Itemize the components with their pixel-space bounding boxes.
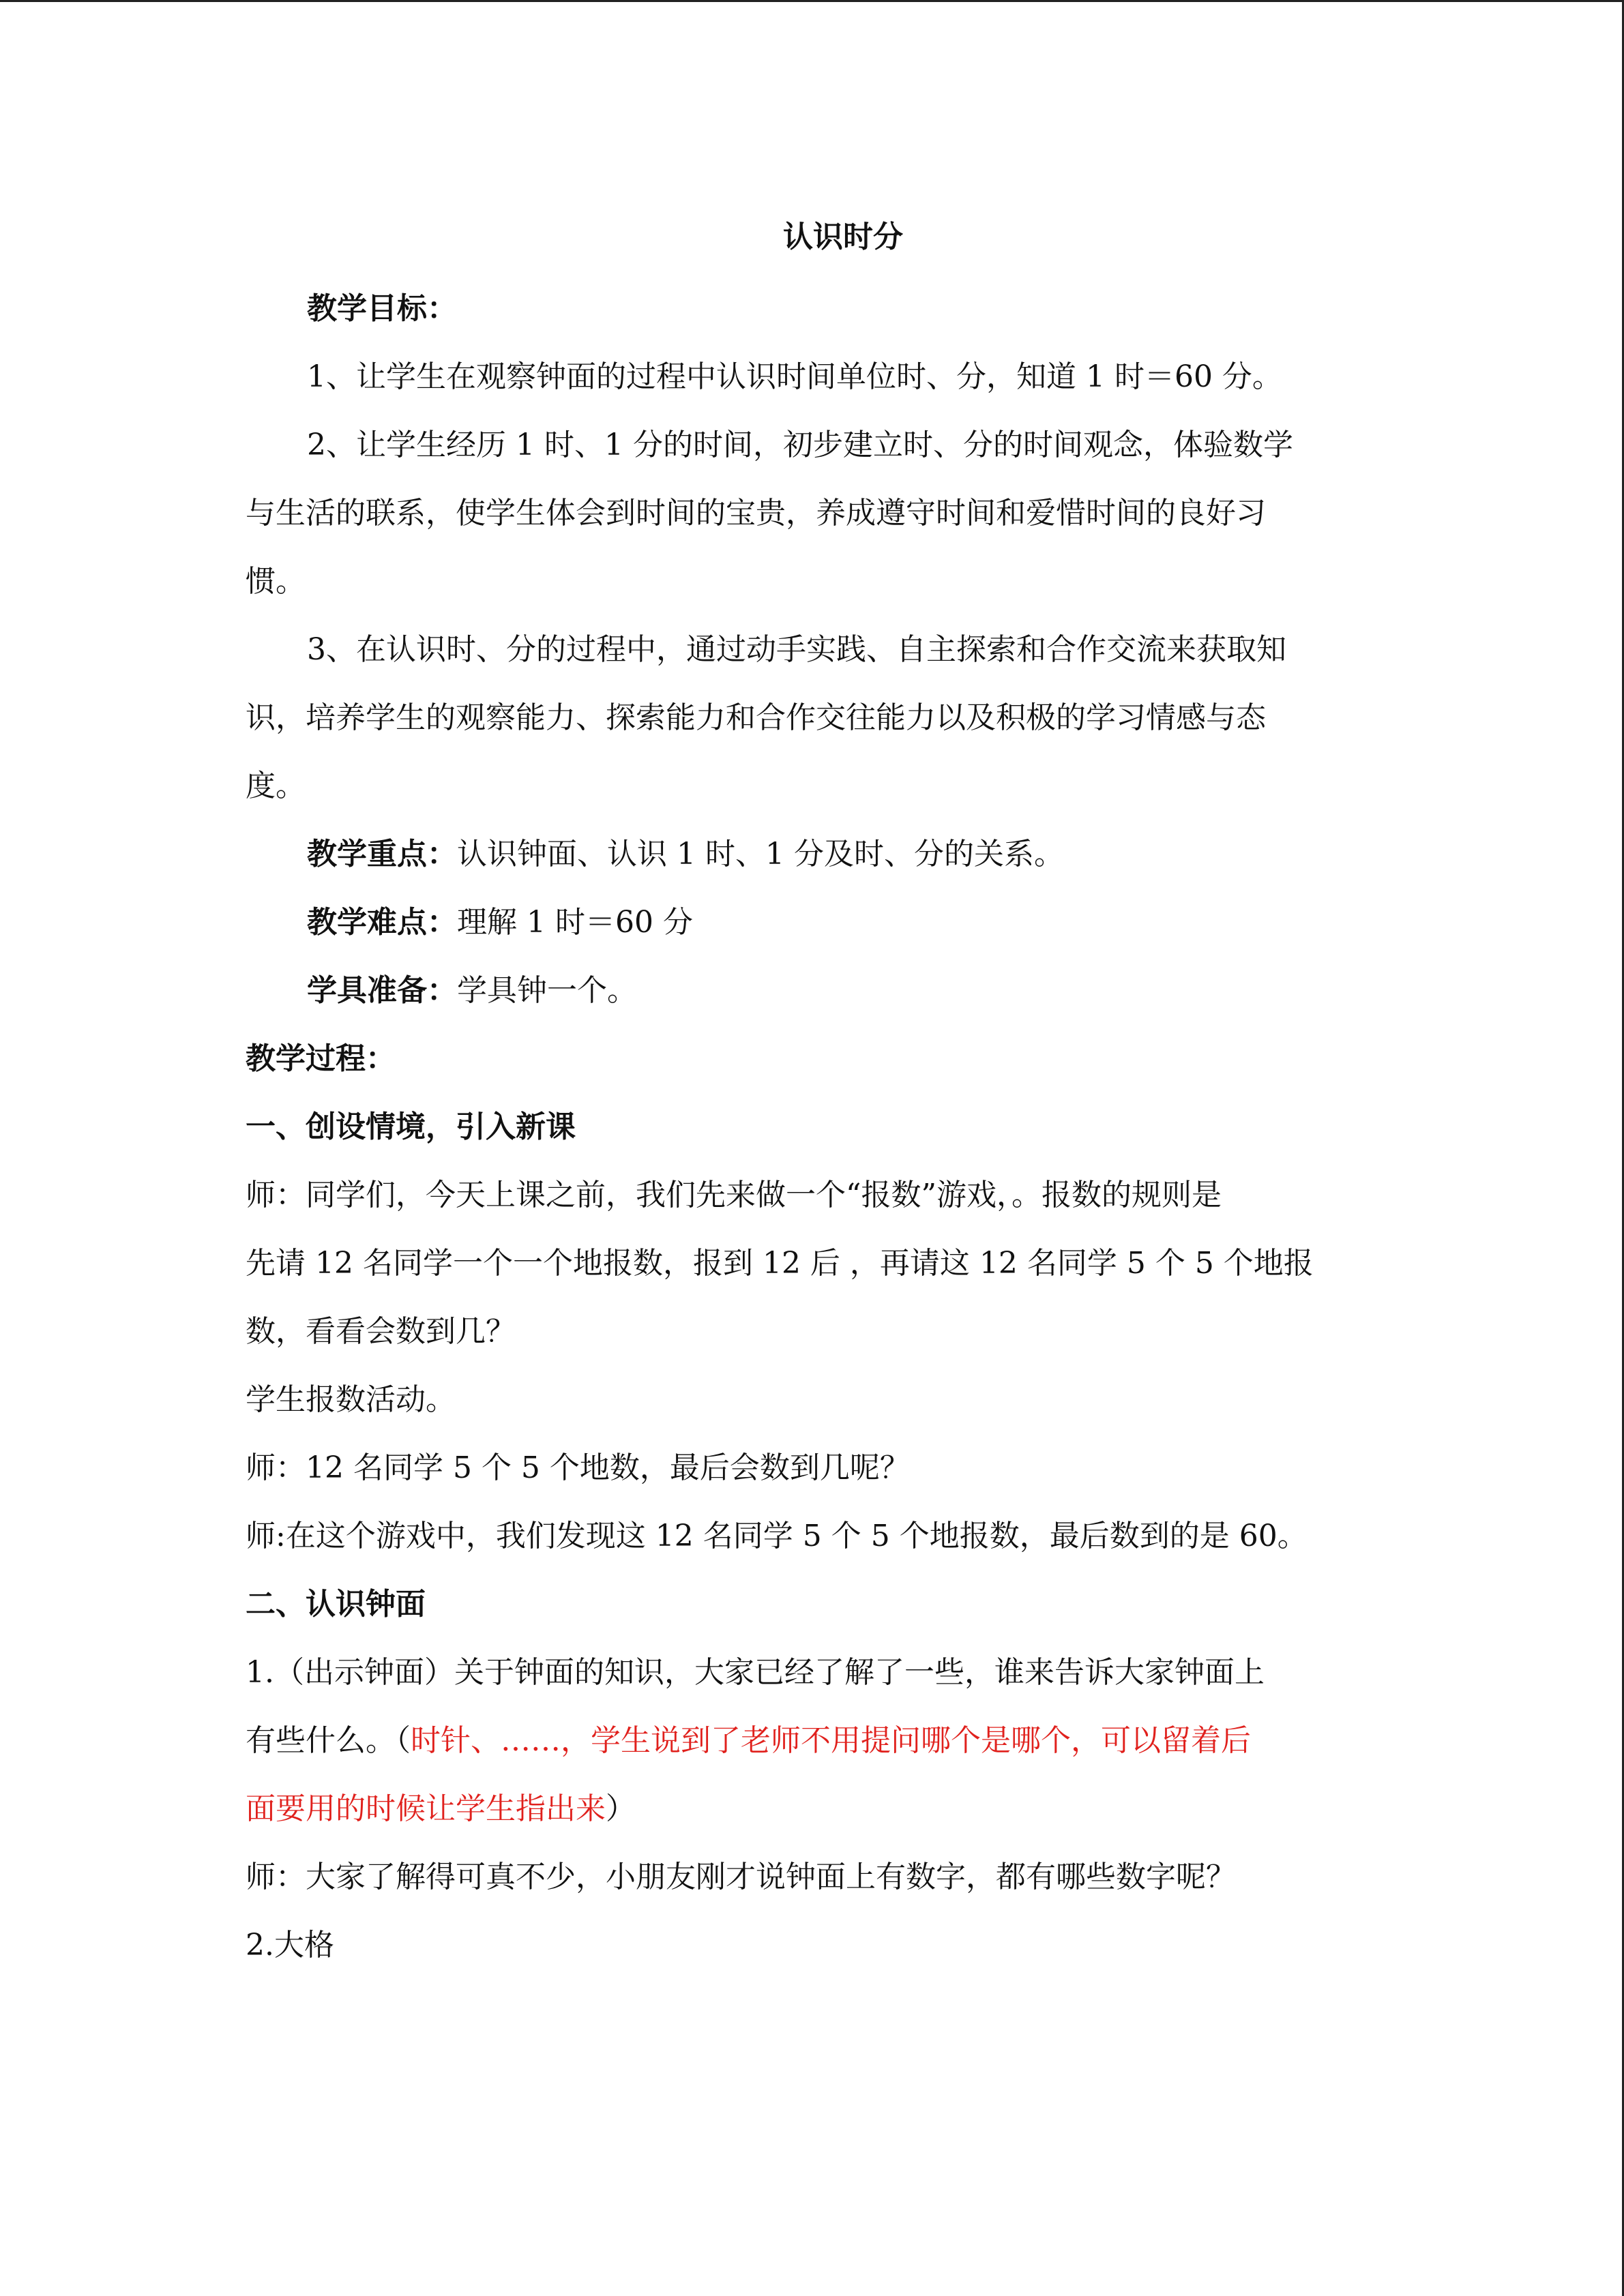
section-2-line-4: 师：大家了解得可真不少，小朋友刚才说钟面上有数字，都有哪些数字呢？ (246, 1860, 1236, 1894)
objective-3-line-3: 度。 (246, 769, 306, 803)
teacher-note-red: 时针、……，学生说到了老师不用提问哪个是哪个，可以留着后 (411, 1723, 1251, 1758)
section-2-line-2-start: 有些什么。（ (246, 1723, 411, 1758)
objective-2-line-1: 2、让学生经历 1 时、1 分的时间，初步建立时、分的时间观念，体验数学 (307, 428, 1293, 462)
key-point-text: 认识钟面、认识 1 时、1 分及时、分的关系。 (457, 837, 1064, 871)
section-1-heading: 一、创设情境，引入新课 (246, 1109, 576, 1144)
section-2-line-5: 2.大格 (246, 1928, 334, 1963)
section-1-line-2: 先请 12 名同学一个一个地报数，报到 12 后 ，再请这 12 名同学 5 个 5 个地报 (246, 1246, 1314, 1281)
objective-3-line-1: 3、在认识时、分的过程中，通过动手实践、自主探索和合作交流来获取知 (307, 632, 1286, 667)
section-2-line-3 (246, 1789, 636, 1830)
section-2-line-1: 1.（出示钟面）关于钟面的知识，大家已经了解了一些，谁来告诉大家钟面上 (246, 1655, 1265, 1690)
section-1-line-4: 学生报数活动。 (246, 1382, 456, 1417)
difficulty-text: 理解 1 时＝60 分 (457, 905, 693, 940)
section-1-line-5: 师：12 名同学 5 个 5 个地数，最后会数到几呢？ (246, 1450, 910, 1485)
difficulty-label: 教学难点： (307, 905, 457, 940)
key-point-label: 教学重点： (307, 837, 457, 871)
section-2-line-3-end: ） (606, 1791, 636, 1826)
key-point (307, 834, 1064, 875)
section-1-line-1: 师：同学们，今天上课之前，我们先来做一个“报数”游戏，。报数的规则是 (246, 1178, 1222, 1212)
objective-2-line-2: 与生活的联系，使学生体会到时间的宝贵，养成遵守时间和爱惜时间的良好习 (246, 496, 1266, 531)
section-2-line-2 (246, 1720, 1251, 1761)
section-1-line-3: 数，看看会数到几？ (246, 1314, 516, 1349)
document-title: 认识时分 (783, 220, 903, 254)
objective-1-line-1: 1、让学生在观察钟面的过程中认识时间单位时、分，知道 1 时＝60 分。 (307, 359, 1282, 394)
materials (307, 970, 637, 1011)
objective-2-line-3: 惯。 (246, 564, 306, 599)
objective-3-line-2: 识，培养学生的观察能力、探索能力和合作交往能力以及积极的学习情感与态 (246, 700, 1266, 735)
section-1-line-6: 师:在这个游戏中，我们发现这 12 名同学 5 个 5 个地报数，最后数到的是 60。 (246, 1519, 1308, 1553)
section-2-heading: 二、认识钟面 (246, 1587, 426, 1622)
difficulty (307, 902, 693, 943)
objectives-heading: 教学目标： (307, 291, 457, 326)
materials-text: 学具钟一个。 (457, 973, 637, 1008)
teacher-note-red-continued: 面要用的时候让学生指出来 (246, 1791, 606, 1826)
materials-label: 学具准备： (307, 973, 457, 1008)
process-heading: 教学过程： (246, 1041, 396, 1076)
